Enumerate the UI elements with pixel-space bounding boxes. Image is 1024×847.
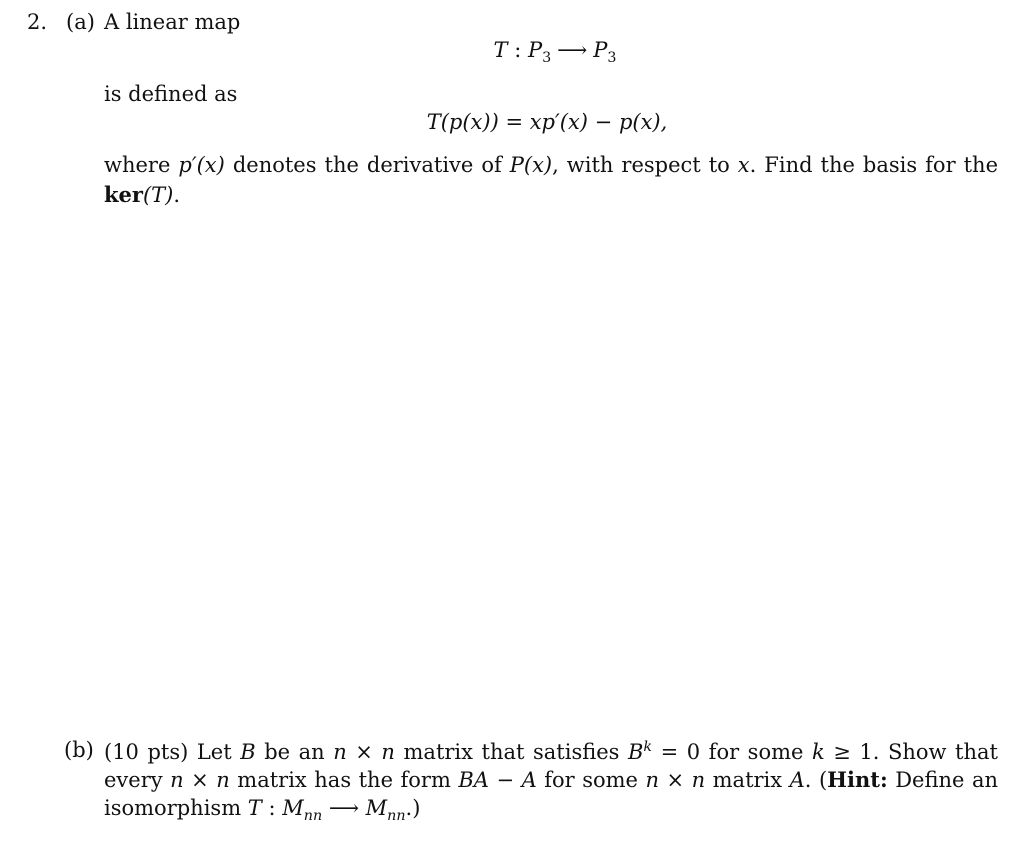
part-a-intro: A linear map (104, 10, 241, 34)
para-a-text-1: where (104, 153, 179, 177)
pb-t4: = 0 for some (652, 740, 812, 764)
problem-number: 2. (27, 10, 48, 34)
map-colon: : (507, 38, 528, 62)
para-a-text-5: . (173, 183, 181, 207)
map-codomain-sub: 3 (607, 50, 617, 67)
para-a-text-2: denotes the derivative of (224, 153, 510, 177)
pb-t11: : (261, 796, 283, 820)
pb-T: T (247, 796, 262, 820)
pb-nxn-1: n × n (333, 740, 395, 764)
ker-operator: ker (104, 182, 143, 207)
para-a-text-3: , with respect to (552, 153, 738, 177)
pb-t5: ≥ 1. Show that every (104, 740, 998, 792)
pb-nxn-2: n × n (170, 768, 230, 792)
pb-t6: matrix has the form (229, 768, 459, 792)
definition-formula: T(p(x)) = xp′(x) − p(x), (426, 110, 668, 134)
part-b-paragraph (104, 738, 998, 825)
pb-B: B (240, 740, 256, 764)
pb-M1-sub: nn (303, 808, 323, 825)
pb-M2-sub: nn (387, 808, 406, 825)
part-b-label: (b) (64, 738, 94, 762)
pb-Bk-exp: k (643, 739, 653, 755)
para-a-text-4: . Find the basis for the (749, 153, 998, 177)
pb-t7: for some (536, 768, 646, 792)
map-domain-sub: 3 (542, 50, 552, 67)
variable-x: x (737, 153, 750, 177)
P-of-x: P(x) (509, 153, 553, 177)
pb-BA-minus-A: BA − A (458, 768, 537, 792)
pb-nxn-3: n × n (645, 768, 706, 792)
part-a-paragraph (104, 151, 998, 210)
pb-t2: be an (255, 740, 334, 764)
ker-argument: (T) (142, 183, 174, 207)
pb-t10: Define an isomorphism (104, 768, 998, 820)
pb-M1: M (282, 796, 304, 820)
pb-hint: Hint: (827, 767, 888, 792)
is-defined-as: is defined as (104, 82, 238, 106)
map-codomain: P (593, 38, 608, 62)
pb-A: A (789, 768, 805, 792)
pb-t9: . ( (804, 768, 828, 792)
pb-arrow: ⟶ (322, 796, 366, 820)
pb-t1: (10 pts) Let (104, 740, 241, 764)
pb-t12: .) (405, 796, 421, 820)
pb-M2: M (365, 796, 388, 820)
pb-Bk-base: B (627, 740, 644, 764)
p-prime-x: p′(x) (178, 153, 225, 177)
map-arrow: ⟶ (557, 38, 588, 62)
part-a-label: (a) (66, 10, 95, 34)
pb-k: k (811, 740, 825, 764)
pb-t3: matrix that satisfies (394, 740, 628, 764)
map-statement (0, 38, 1024, 67)
pb-t8: matrix (705, 768, 790, 792)
map-T: T (493, 38, 508, 62)
map-domain: P (527, 38, 543, 62)
